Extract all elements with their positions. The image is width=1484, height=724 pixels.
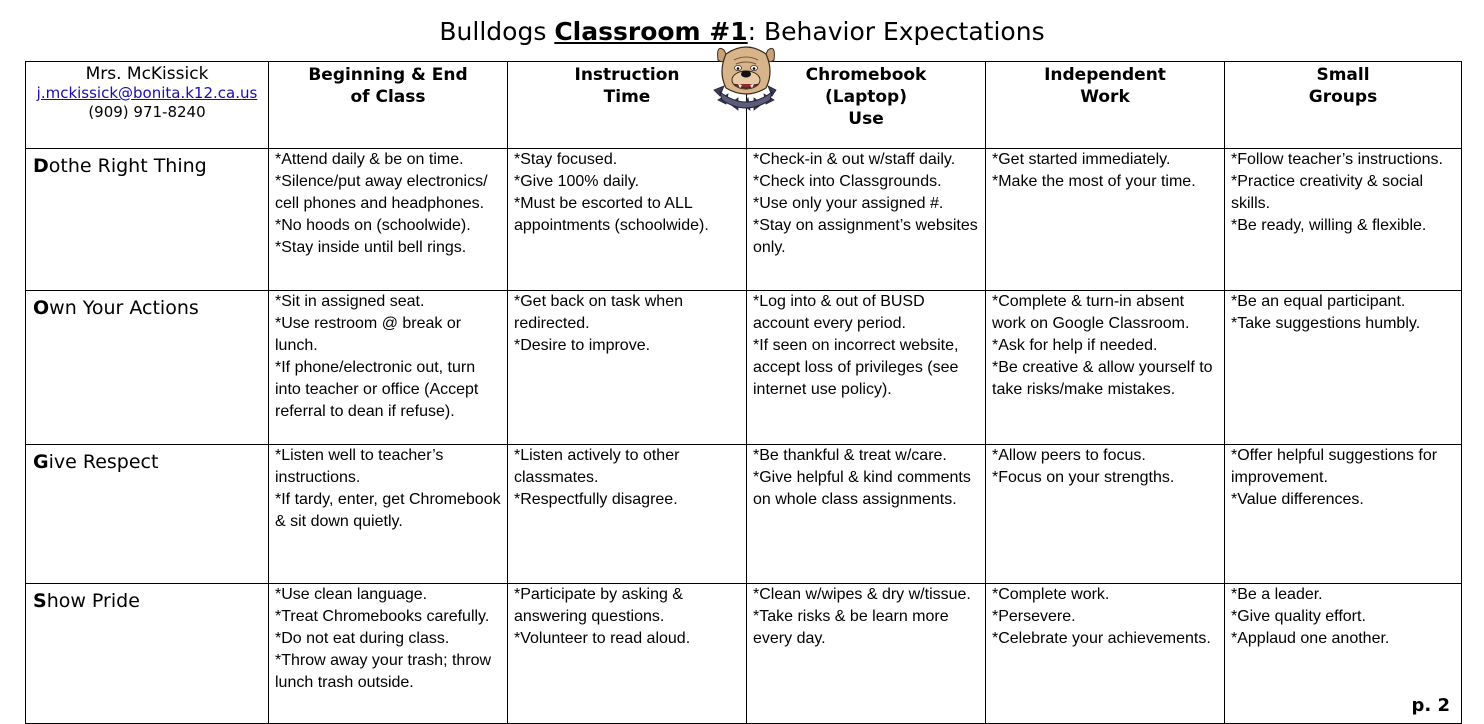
table-row bbox=[26, 291, 1462, 445]
expectation-item: *Stay inside until bell rings. bbox=[275, 239, 467, 256]
expectation-item: *Attend daily & be on time. bbox=[275, 151, 464, 168]
expectation-item: *Ask for help if needed. bbox=[992, 337, 1158, 354]
page-number: p. 2 bbox=[1411, 695, 1450, 716]
expectation-item: *Give helpful & kind comments on whole class assignments. bbox=[753, 469, 971, 508]
table-cell bbox=[747, 149, 986, 291]
column-header-line: Time bbox=[603, 87, 651, 107]
expectation-item: *If seen on incorrect website, accept loss of privileges (see internet use policy). bbox=[753, 337, 959, 398]
expectation-item: *Be creative & allow yourself to take risks/make mistakes. bbox=[992, 359, 1213, 398]
expectation-item: *Practice creativity & social skills. bbox=[1231, 173, 1424, 212]
column-header-beginning-end bbox=[269, 62, 508, 149]
expectation-item: *Take risks & be learn more every day. bbox=[753, 608, 949, 647]
expectation-item: *Sit in assigned seat. bbox=[275, 293, 425, 310]
row-label-initial: D bbox=[33, 155, 49, 177]
expectation-item: *Value differences. bbox=[1231, 491, 1364, 508]
row-label-text: ive Respect bbox=[48, 451, 159, 473]
table-row bbox=[26, 584, 1462, 724]
expectation-item: *Focus on your strengths. bbox=[992, 469, 1175, 486]
expectation-item: *Give 100% daily. bbox=[514, 173, 640, 190]
row-label-initial: G bbox=[33, 451, 49, 473]
column-header-line: Beginning & End bbox=[308, 65, 468, 85]
column-header-line: of Class bbox=[350, 87, 426, 107]
table-cell bbox=[1225, 445, 1462, 584]
row-label-text: how Pride bbox=[46, 590, 140, 612]
table-row bbox=[26, 445, 1462, 584]
title-prefix: Bulldogs bbox=[439, 17, 555, 46]
column-header-independent bbox=[986, 62, 1225, 149]
column-header-line: (Laptop) bbox=[825, 87, 907, 107]
expectation-item: *Follow teacher’s instructions. bbox=[1231, 151, 1443, 168]
teacher-name: Mrs. McKissick bbox=[85, 64, 209, 84]
expectation-item: *Be ready, willing & flexible. bbox=[1231, 217, 1427, 234]
expectation-item: *Silence/put away electronics/ cell phones and headphones. bbox=[275, 173, 488, 212]
expectation-item: *Be a leader. bbox=[1231, 586, 1323, 603]
expectation-item: *Throw away your trash; throw lunch trash outside. bbox=[275, 652, 492, 691]
row-label-initial: S bbox=[33, 590, 47, 612]
table-cell bbox=[1225, 149, 1462, 291]
expectation-item: *Check into Classgrounds. bbox=[753, 173, 942, 190]
row-label bbox=[26, 584, 269, 724]
expectation-item: *Offer helpful suggestions for improvement. bbox=[1231, 447, 1438, 486]
column-header-chromebook bbox=[747, 62, 986, 149]
expectation-item: *Must be escorted to ALL appointments (schoolwide). bbox=[514, 195, 709, 234]
column-header-line: Chromebook bbox=[805, 65, 927, 85]
expectation-item: *Complete work. bbox=[992, 586, 1110, 603]
table-cell bbox=[269, 584, 508, 724]
expectation-item: *Celebrate your achievements. bbox=[992, 630, 1211, 647]
column-header-small-groups bbox=[1225, 62, 1462, 149]
table-cell bbox=[269, 149, 508, 291]
expectation-item: *Clean w/wipes & dry w/tissue. bbox=[753, 586, 971, 603]
row-label bbox=[26, 149, 269, 291]
expectation-item: *Stay on assignment’s websites only. bbox=[753, 217, 978, 256]
table-cell bbox=[269, 291, 508, 445]
table-cell bbox=[747, 291, 986, 445]
column-header-line: Work bbox=[1080, 87, 1130, 107]
expectation-item: *Respectfully disagree. bbox=[514, 491, 678, 508]
expectation-item: *Desire to improve. bbox=[514, 337, 651, 354]
title-classroom: Classroom #1 bbox=[554, 17, 748, 46]
table-cell bbox=[508, 445, 747, 584]
table-cell bbox=[986, 291, 1225, 445]
expectation-item: *If phone/electronic out, turn into teacher or office (Accept referral to dean if refuse). bbox=[275, 359, 479, 420]
column-header-line: Independent bbox=[1044, 65, 1166, 85]
expectation-item: *Be thankful & treat w/care. bbox=[753, 447, 947, 464]
row-label-text: othe Right Thing bbox=[48, 155, 207, 177]
expectation-item: *Complete & turn-in absent work on Google Classroom. bbox=[992, 293, 1190, 332]
expectation-item: *Participate by asking & answering questions. bbox=[514, 586, 683, 625]
expectation-item: *Use clean language. bbox=[275, 586, 428, 603]
teacher-info-cell bbox=[26, 62, 269, 149]
expectation-item: *Listen well to teacher’s instructions. bbox=[275, 447, 444, 486]
table-cell bbox=[986, 584, 1225, 724]
bulldog-mascot-icon bbox=[710, 40, 782, 112]
behavior-expectations-table bbox=[25, 61, 1462, 724]
title-suffix: : Behavior Expectations bbox=[747, 17, 1045, 46]
column-header-line: Instruction bbox=[574, 65, 680, 85]
column-header-line: Use bbox=[848, 109, 884, 129]
column-header-line: Groups bbox=[1308, 87, 1378, 107]
table-row bbox=[26, 149, 1462, 291]
teacher-email-link[interactable]: j.mckissick@bonita.k12.ca.us bbox=[36, 84, 258, 102]
row-label bbox=[26, 445, 269, 584]
expectation-item: *Get started immediately. bbox=[992, 151, 1171, 168]
expectation-item: *Use restroom @ break or lunch. bbox=[275, 315, 462, 354]
expectation-item: *Stay focused. bbox=[514, 151, 618, 168]
teacher-phone: (909) 971-8240 bbox=[88, 103, 206, 121]
row-label-initial: O bbox=[33, 297, 50, 319]
table-cell bbox=[1225, 291, 1462, 445]
expectation-item: *Log into & out of BUSD account every period. bbox=[753, 293, 925, 332]
expectation-item: *Give quality effort. bbox=[1231, 608, 1366, 625]
expectation-item: *Treat Chromebooks carefully. bbox=[275, 608, 490, 625]
expectation-item: *If tardy, enter, get Chromebook & sit down quietly. bbox=[275, 491, 501, 530]
expectation-item: *Get back on task when redirected. bbox=[514, 293, 683, 332]
expectation-item: *Make the most of your time. bbox=[992, 173, 1196, 190]
table-cell bbox=[986, 445, 1225, 584]
table-cell bbox=[508, 584, 747, 724]
table-cell bbox=[508, 149, 747, 291]
expectation-item: *Applaud one another. bbox=[1231, 630, 1390, 647]
table-cell bbox=[747, 584, 986, 724]
expectation-item: *Be an equal participant. bbox=[1231, 293, 1406, 310]
row-label-text: wn Your Actions bbox=[49, 297, 199, 319]
expectation-item: *Listen actively to other classmates. bbox=[514, 447, 680, 486]
row-label bbox=[26, 291, 269, 445]
expectation-item: *Allow peers to focus. bbox=[992, 447, 1146, 464]
table-cell bbox=[986, 149, 1225, 291]
table-cell bbox=[508, 291, 747, 445]
table-cell bbox=[747, 445, 986, 584]
expectation-item: *Volunteer to read aloud. bbox=[514, 630, 691, 647]
expectation-item: *Take suggestions humbly. bbox=[1231, 315, 1421, 332]
expectation-item: *Persevere. bbox=[992, 608, 1076, 625]
table-cell bbox=[269, 445, 508, 584]
expectation-item: *Use only your assigned #. bbox=[753, 195, 944, 212]
column-header-line: Small bbox=[1316, 65, 1370, 85]
expectation-item: *Do not eat during class. bbox=[275, 630, 450, 647]
expectation-item: *No hoods on (schoolwide). bbox=[275, 217, 471, 234]
expectation-item: *Check-in & out w/staff daily. bbox=[753, 151, 956, 168]
